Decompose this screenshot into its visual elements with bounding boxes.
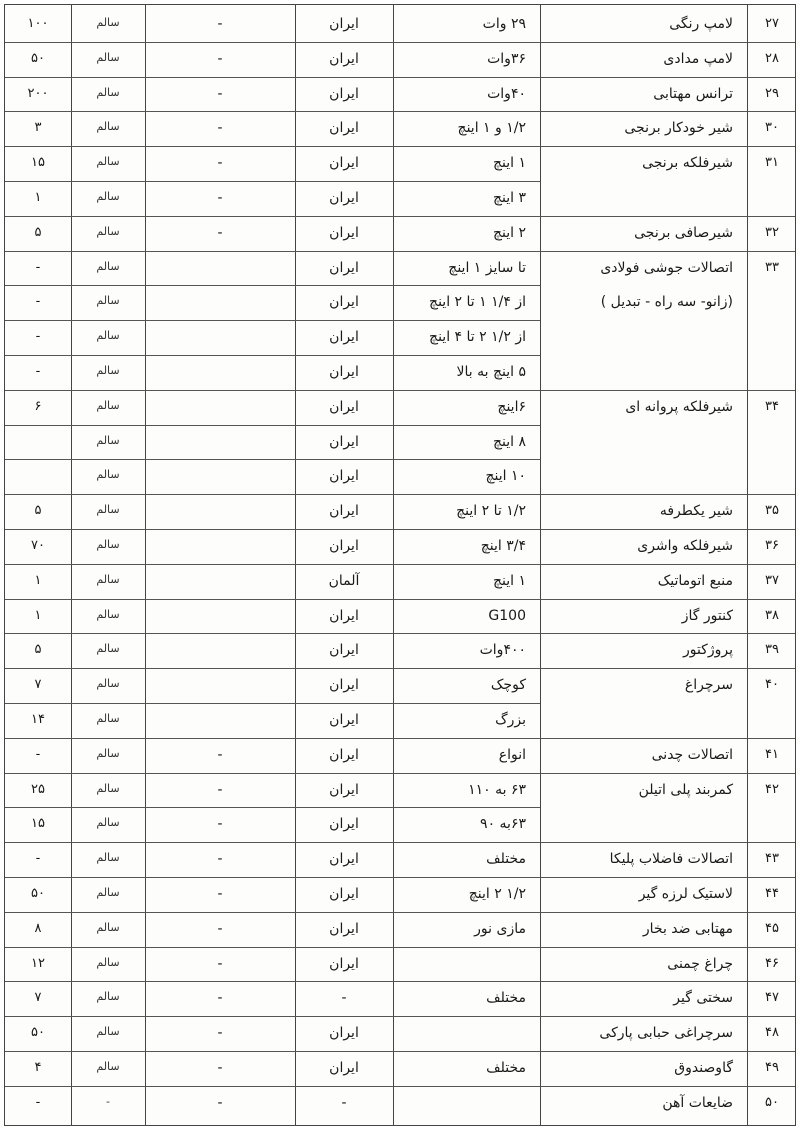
cell-qty: ۱۲ bbox=[31, 955, 45, 971]
cell-origin: ایران bbox=[329, 398, 359, 415]
cell-qty: ۱۴ bbox=[31, 712, 45, 727]
cell-spec: ۳۶وات bbox=[487, 50, 526, 67]
cell-num: ۴۰ bbox=[765, 677, 779, 693]
cell-status: سالم bbox=[96, 85, 120, 99]
cell-name: پروژکتور bbox=[682, 642, 733, 659]
cell-spec: ۱ اینچ bbox=[492, 155, 526, 172]
cell-dash: - bbox=[217, 224, 223, 241]
cell-spec: ۳ اینچ bbox=[492, 190, 526, 206]
cell-name: سختی گیر bbox=[673, 990, 733, 1007]
cell-qty: - bbox=[35, 1094, 41, 1110]
cell-num: ۳۵ bbox=[765, 503, 779, 519]
cell-origin: ایران bbox=[329, 329, 359, 346]
cell-spec: ۸ اینچ bbox=[492, 433, 526, 450]
row-divider bbox=[5, 459, 540, 460]
cell-origin: ایران bbox=[329, 642, 359, 659]
cell-spec: بزرگ bbox=[495, 712, 526, 728]
cell-origin: ایران bbox=[329, 1025, 359, 1042]
cell-status: سالم bbox=[96, 746, 120, 760]
cell-qty: - bbox=[35, 329, 41, 345]
cell-qty: ۱ bbox=[34, 572, 42, 588]
cell-dash: - bbox=[217, 50, 223, 67]
cell-status: سالم bbox=[96, 990, 120, 1004]
cell-status: سالم bbox=[96, 190, 120, 203]
cell-status: سالم bbox=[96, 294, 120, 308]
cell-qty: ۱ bbox=[34, 190, 42, 205]
cell-num: ۳۰ bbox=[765, 120, 779, 136]
cell-status: سالم bbox=[96, 781, 120, 795]
row-divider bbox=[5, 1016, 796, 1017]
cell-status: سالم bbox=[96, 955, 120, 969]
cell-status: سالم bbox=[96, 607, 120, 621]
cell-origin: ایران bbox=[329, 85, 359, 102]
cell-origin: ایران bbox=[329, 190, 359, 206]
cell-qty: - bbox=[35, 851, 41, 867]
cell-name: شیر خودکار برنجی bbox=[624, 120, 733, 137]
cell-origin: ایران bbox=[329, 155, 359, 172]
cell-qty: - bbox=[35, 294, 41, 310]
cell-spec: انواع bbox=[498, 746, 526, 763]
cell-name: لاستیک لرزه گیر bbox=[638, 886, 733, 902]
cell-origin: ایران bbox=[329, 259, 359, 276]
cell-num: ۳۳ bbox=[765, 259, 779, 275]
row-divider bbox=[5, 807, 540, 808]
cell-name: (زانو- سه راه - تبدیل ) bbox=[600, 294, 733, 311]
cell-name: شیرفلکه واشری bbox=[637, 538, 733, 554]
cell-status: سالم bbox=[96, 50, 120, 64]
cell-spec: ۳/۴ اینچ bbox=[480, 538, 526, 554]
cell-spec: ۱/۲ و ۱ اینچ bbox=[457, 120, 526, 137]
cell-spec: ۱ اینچ bbox=[492, 572, 526, 589]
row-divider bbox=[5, 668, 796, 669]
row-divider bbox=[5, 390, 796, 391]
cell-name: گاوصندوق bbox=[674, 1060, 733, 1076]
cell-num: ۲۷ bbox=[765, 16, 779, 31]
cell-dash: - bbox=[217, 955, 223, 972]
cell-origin: ایران bbox=[329, 746, 359, 763]
row-divider bbox=[5, 355, 540, 356]
cell-origin: - bbox=[341, 1094, 347, 1111]
cell-num: ۳۷ bbox=[765, 572, 779, 588]
cell-spec: از ۱/۲ ۲ تا ۴ اینچ bbox=[429, 329, 526, 346]
cell-spec: ۲۹ وات bbox=[482, 16, 526, 32]
cell-spec: ۶۳ به ۱۱۰ bbox=[468, 781, 526, 798]
row-divider bbox=[5, 981, 796, 982]
cell-num: ۴۵ bbox=[765, 920, 779, 936]
cell-origin: ایران bbox=[329, 433, 359, 450]
cell-status: سالم bbox=[96, 572, 120, 586]
row-divider bbox=[5, 181, 540, 182]
cell-origin: ایران bbox=[329, 16, 359, 32]
cell-status: سالم bbox=[96, 329, 120, 343]
cell-name: مهتابی ضد بخار bbox=[642, 920, 733, 937]
cell-spec: ۴۰وات bbox=[487, 85, 526, 102]
cell-origin: ایران bbox=[329, 224, 359, 241]
cell-status: سالم bbox=[96, 120, 120, 134]
cell-name: کمربند پلی اتیلن bbox=[638, 781, 733, 798]
cell-qty: ۵۰ bbox=[31, 50, 45, 66]
cell-origin: ایران bbox=[329, 816, 359, 833]
cell-qty: ۱۵ bbox=[31, 816, 45, 832]
cell-name: شیرفلکه پروانه ای bbox=[625, 398, 733, 415]
cell-name: منبع اتوماتیک bbox=[657, 572, 733, 589]
cell-name: ترانس مهتابی bbox=[653, 85, 733, 102]
cell-num: ۳۹ bbox=[765, 642, 779, 658]
row-divider bbox=[5, 425, 540, 426]
cell-qty: ۷ bbox=[34, 677, 42, 693]
row-divider bbox=[5, 738, 796, 739]
cell-num: ۴۹ bbox=[765, 1060, 779, 1075]
cell-spec: ۴۰۰وات bbox=[479, 642, 526, 659]
row-divider bbox=[5, 773, 796, 774]
cell-dash: - bbox=[217, 16, 223, 32]
cell-qty: ۴ bbox=[34, 1060, 42, 1075]
cell-spec: G100 bbox=[488, 607, 526, 624]
cell-status: سالم bbox=[96, 920, 120, 934]
cell-qty: ۱ bbox=[34, 607, 42, 623]
cell-status: سالم bbox=[96, 503, 120, 517]
cell-name: سرچراغی حبابی پارکی bbox=[599, 1025, 733, 1042]
row-divider bbox=[5, 251, 796, 252]
cell-status: سالم bbox=[96, 398, 120, 412]
cell-dash: - bbox=[217, 886, 223, 902]
row-divider bbox=[5, 947, 796, 948]
row-divider bbox=[5, 633, 796, 634]
cell-num: ۴۶ bbox=[765, 955, 779, 971]
cell-qty: ۷ bbox=[34, 990, 42, 1006]
cell-origin: ایران bbox=[329, 1060, 359, 1076]
cell-num: ۵۰ bbox=[765, 1094, 779, 1110]
row-divider bbox=[5, 285, 540, 286]
cell-spec: ۵ اینچ به بالا bbox=[456, 364, 526, 380]
cell-num: ۳۲ bbox=[765, 224, 779, 240]
cell-name: شیر یکطرفه bbox=[659, 503, 733, 520]
cell-status: سالم bbox=[96, 16, 120, 29]
cell-num: ۴۲ bbox=[765, 781, 779, 797]
cell-origin: ایران bbox=[329, 851, 359, 868]
cell-spec: مختلف bbox=[486, 851, 526, 868]
cell-qty: ۲۰۰ bbox=[27, 85, 49, 101]
cell-status: سالم bbox=[96, 468, 120, 482]
row-divider bbox=[5, 564, 796, 565]
cell-status: سالم bbox=[96, 816, 120, 830]
cell-origin: ایران bbox=[329, 538, 359, 554]
cell-origin: ایران bbox=[329, 607, 359, 624]
cell-status: سالم bbox=[96, 1060, 120, 1073]
cell-num: ۲۸ bbox=[765, 50, 779, 66]
cell-num: ۳۱ bbox=[765, 155, 779, 171]
cell-qty: ۵۰ bbox=[31, 1025, 45, 1041]
cell-num: ۳۶ bbox=[765, 538, 779, 553]
row-divider bbox=[5, 320, 540, 321]
cell-qty: ۶ bbox=[34, 398, 42, 414]
cell-dash: - bbox=[217, 155, 223, 172]
cell-name: شیرفلکه برنجی bbox=[642, 155, 733, 172]
cell-origin: ایران bbox=[329, 503, 359, 520]
cell-spec: مختلف bbox=[486, 1060, 526, 1076]
cell-dash: - bbox=[217, 1094, 223, 1111]
row-divider bbox=[5, 111, 796, 112]
cell-origin: ایران bbox=[329, 294, 359, 311]
cell-spec: کوچک bbox=[490, 677, 526, 694]
cell-status: سالم bbox=[96, 538, 120, 551]
cell-qty: ۸ bbox=[34, 920, 42, 936]
cell-origin: - bbox=[341, 990, 347, 1007]
cell-qty: - bbox=[35, 259, 41, 275]
cell-num: ۳۴ bbox=[765, 398, 779, 414]
row-divider bbox=[5, 494, 796, 495]
cell-qty: ۲۵ bbox=[31, 781, 45, 797]
cell-dash: - bbox=[217, 120, 223, 137]
cell-qty: ۵ bbox=[34, 503, 42, 519]
cell-num: ۳۸ bbox=[765, 607, 779, 623]
cell-spec: مختلف bbox=[486, 990, 526, 1007]
cell-dash: - bbox=[217, 190, 223, 206]
cell-qty: - bbox=[35, 746, 41, 762]
cell-dash: - bbox=[217, 1025, 223, 1042]
cell-num: ۴۳ bbox=[765, 851, 779, 867]
cell-status: سالم bbox=[96, 642, 120, 656]
column-divider bbox=[393, 5, 394, 1125]
cell-name: اتصالات فاضلاب پلیکا bbox=[609, 851, 733, 868]
cell-name: ضایعات آهن bbox=[662, 1094, 733, 1111]
cell-status: سالم bbox=[96, 1025, 120, 1039]
cell-origin: ایران bbox=[329, 364, 359, 380]
cell-spec: ۱/۲ تا ۲ اینچ bbox=[456, 503, 526, 520]
cell-num: ۴۸ bbox=[765, 1025, 779, 1041]
cell-spec: از ۱/۴ ۱ تا ۲ اینچ bbox=[429, 294, 526, 311]
cell-name: شیرصافی برنجی bbox=[634, 224, 733, 241]
row-divider bbox=[5, 1086, 796, 1087]
cell-qty: ۵ bbox=[34, 642, 42, 658]
cell-origin: ایران bbox=[329, 468, 359, 485]
cell-status: سالم bbox=[96, 886, 120, 899]
cell-qty: ۵ bbox=[34, 224, 42, 240]
row-divider bbox=[5, 529, 796, 530]
cell-name: اتصالات چدنی bbox=[651, 746, 733, 763]
cell-status: سالم bbox=[96, 851, 120, 865]
cell-qty: ۳ bbox=[34, 120, 42, 136]
cell-origin: ایران bbox=[329, 677, 359, 694]
cell-spec: ۶اینچ bbox=[497, 398, 526, 415]
cell-num: ۴۷ bbox=[765, 990, 779, 1006]
cell-name: چراغ چمنی bbox=[667, 955, 733, 972]
cell-origin: ایران bbox=[329, 781, 359, 798]
row-divider bbox=[5, 842, 796, 843]
cell-origin: ایران bbox=[329, 50, 359, 67]
row-divider bbox=[5, 877, 796, 878]
cell-qty: ۱۵ bbox=[31, 155, 45, 171]
column-divider bbox=[540, 5, 541, 1125]
cell-status: سالم bbox=[96, 433, 120, 447]
cell-status: سالم bbox=[96, 677, 120, 691]
cell-status: سالم bbox=[96, 224, 120, 238]
cell-num: ۲۹ bbox=[765, 85, 779, 101]
cell-qty: ۵۰ bbox=[31, 886, 45, 901]
cell-origin: ایران bbox=[329, 120, 359, 137]
cell-name: کنتور گاز bbox=[681, 607, 733, 624]
cell-spec: تا سایز ۱ اینچ bbox=[448, 259, 526, 276]
row-divider bbox=[5, 912, 796, 913]
cell-dash: - bbox=[217, 816, 223, 833]
cell-dash: - bbox=[217, 746, 223, 763]
cell-qty: - bbox=[35, 364, 41, 379]
row-divider bbox=[5, 599, 796, 600]
cell-name: لامپ رنگی bbox=[669, 16, 733, 32]
cell-dash: - bbox=[217, 85, 223, 102]
cell-origin: ایران bbox=[329, 886, 359, 902]
cell-dash: - bbox=[217, 990, 223, 1007]
cell-qty: ۷۰ bbox=[31, 538, 45, 553]
cell-dash: - bbox=[217, 781, 223, 798]
cell-name: لامپ مدادی bbox=[663, 50, 733, 67]
row-divider bbox=[5, 42, 796, 43]
cell-status: سالم bbox=[96, 155, 120, 169]
cell-spec: ۶۳به ۹۰ bbox=[480, 816, 526, 833]
cell-origin: ایران bbox=[329, 920, 359, 937]
cell-dash: - bbox=[217, 851, 223, 868]
cell-qty: ۱۰۰ bbox=[27, 16, 49, 31]
cell-origin: آلمان bbox=[328, 572, 360, 589]
cell-origin: ایران bbox=[329, 712, 359, 728]
cell-spec: ۲ اینچ bbox=[492, 224, 526, 241]
cell-num: ۴۱ bbox=[765, 746, 779, 762]
cell-status: سالم bbox=[96, 259, 120, 273]
cell-name: سرچراغ bbox=[684, 677, 733, 694]
cell-dash: - bbox=[217, 920, 223, 937]
row-divider bbox=[5, 77, 796, 78]
inventory-table bbox=[4, 4, 796, 1126]
cell-spec: ۱/۲ ۲ اینچ bbox=[468, 886, 526, 902]
cell-status: - bbox=[106, 1094, 110, 1108]
cell-status: سالم bbox=[96, 364, 120, 377]
row-divider bbox=[5, 216, 796, 217]
cell-dash: - bbox=[217, 1060, 223, 1076]
row-divider bbox=[5, 146, 796, 147]
cell-name: اتصالات جوشی فولادی bbox=[600, 259, 733, 276]
row-divider bbox=[5, 703, 540, 704]
cell-spec: ۱۰ اینچ bbox=[485, 468, 526, 485]
cell-origin: ایران bbox=[329, 955, 359, 972]
row-divider bbox=[5, 1051, 796, 1052]
cell-spec: مازی نور bbox=[474, 920, 526, 937]
cell-num: ۴۴ bbox=[765, 886, 779, 901]
cell-status: سالم bbox=[96, 712, 120, 725]
